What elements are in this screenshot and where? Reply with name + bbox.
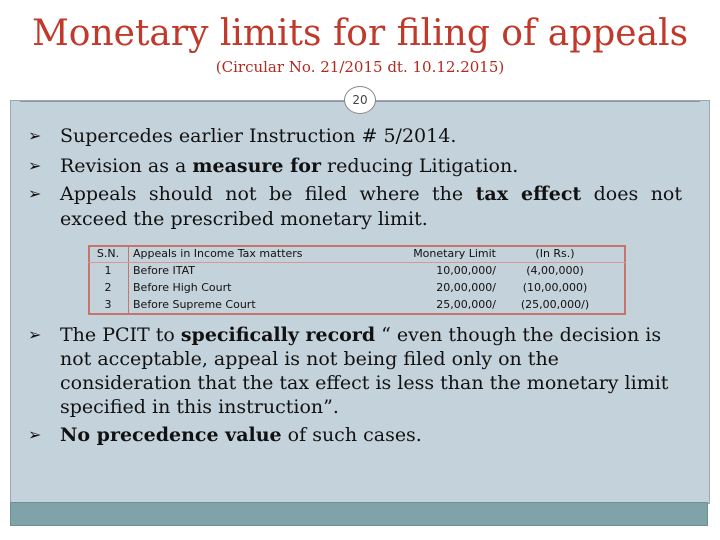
bullet-2-text-pre: Revision as a — [60, 155, 193, 177]
row-sn: 3 — [104, 298, 112, 311]
arrowhead-bullet-icon: ➢ — [28, 126, 42, 145]
bullet-3-line-1 — [60, 182, 682, 206]
bullet-4-line-2: not acceptable, appeal is not being filed only on the — [60, 348, 559, 370]
header-monetary-limit: Monetary Limit — [413, 247, 496, 260]
row-rs: (10,00,000) — [522, 281, 588, 294]
row-rs: (4,00,000) — [526, 264, 584, 277]
row-sn: 2 — [104, 281, 112, 294]
bullet-4-line-4: specified in this instruction”. — [60, 396, 339, 418]
bullet-4-line-1 — [60, 323, 682, 347]
bullet-3-text-bold: tax effect — [475, 183, 582, 205]
bullet-5 — [60, 423, 682, 447]
bullet-1 — [60, 124, 682, 148]
row-monetary: 25,00,000/ — [436, 298, 496, 311]
row-monetary: 20,00,000/ — [436, 281, 496, 294]
arrowhead-bullet-icon: ➢ — [28, 325, 42, 344]
header-appeals: Appeals in Income Tax matters — [129, 245, 378, 262]
row-desc: Before ITAT — [129, 262, 378, 279]
row-monetary: 10,00,000/ — [436, 264, 496, 277]
row-desc: Before High Court — [129, 279, 378, 296]
row-desc: Before Supreme Court — [129, 296, 378, 313]
row-sn: 1 — [104, 264, 112, 277]
bullet-2-text-post: reducing Litigation. — [320, 155, 519, 177]
bullet-5-text-bold: No precedence value — [60, 424, 282, 446]
bullet-1-text: Supercedes earlier Instruction # 5/2014. — [60, 125, 457, 147]
arrowhead-bullet-icon: ➢ — [28, 425, 42, 444]
slide-subtitle: (Circular No. 21/2015 dt. 10.12.2015) — [215, 58, 505, 76]
header-in-rs: (In Rs.) — [535, 247, 575, 260]
table-row — [88, 262, 604, 279]
bullet-4-text-pre: The PCIT to — [60, 324, 181, 346]
bullet-3-line-2: exceed the prescribed monetary limit. — [60, 208, 428, 230]
table-row — [88, 279, 604, 296]
slide-title: Monetary limits for filing of appeals — [31, 13, 689, 54]
bullet-2-text-bold: measure for — [192, 155, 321, 177]
bullet-4-line-3: consideration that the tax effect is less than the monetary limit — [60, 372, 669, 394]
arrowhead-bullet-icon: ➢ — [28, 156, 42, 175]
bullet-3-text-post: does not — [581, 183, 683, 205]
footer-bar — [10, 502, 708, 526]
bullet-4-text-bold: specifically record — [180, 324, 376, 346]
row-rs: (25,00,000/) — [520, 298, 590, 311]
bullet-5-text-post: of such cases. — [281, 424, 422, 446]
bullet-2 — [60, 154, 682, 178]
bullet-3-text-pre: Appeals should not be filed where the — [60, 183, 476, 205]
monetary-limits-table — [88, 245, 605, 313]
arrowhead-bullet-icon: ➢ — [28, 184, 42, 203]
table-header-row — [88, 245, 604, 262]
bullet-4-text-post: “ even though the decision is — [375, 324, 662, 346]
table-header-divider — [88, 262, 626, 263]
table-row — [88, 296, 604, 313]
header-sn: S.N. — [96, 247, 120, 260]
page-number: 20 — [344, 86, 376, 114]
